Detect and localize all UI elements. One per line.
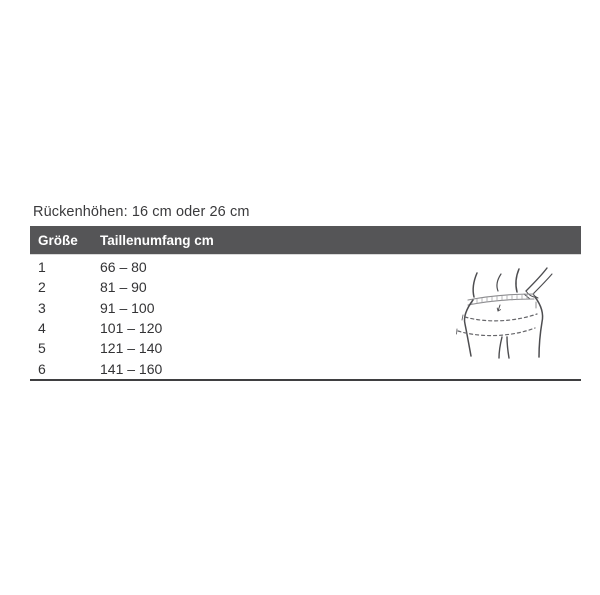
range-cell: 121 – 140 bbox=[100, 340, 163, 357]
range-cell: 66 – 80 bbox=[100, 259, 147, 276]
size-cell: 1 bbox=[38, 259, 46, 276]
size-cell: 5 bbox=[38, 340, 46, 357]
range-cell: 141 – 160 bbox=[100, 360, 163, 377]
col-header-waist-circumference: Taillenumfang cm bbox=[100, 232, 214, 248]
back-heights-note: Rückenhöhen: 16 cm oder 26 cm bbox=[33, 204, 250, 220]
size-cell: 4 bbox=[38, 320, 46, 337]
size-cell: 6 bbox=[38, 360, 46, 377]
size-cell: 3 bbox=[38, 299, 46, 316]
col-header-size: Größe bbox=[38, 232, 78, 248]
waist-measurement-illustration bbox=[456, 264, 556, 364]
size-cell: 2 bbox=[38, 279, 46, 296]
range-cell: 81 – 90 bbox=[100, 279, 147, 296]
range-cell: 101 – 120 bbox=[100, 320, 163, 337]
range-cell: 91 – 100 bbox=[100, 299, 155, 316]
size-table-header-row bbox=[30, 226, 581, 255]
